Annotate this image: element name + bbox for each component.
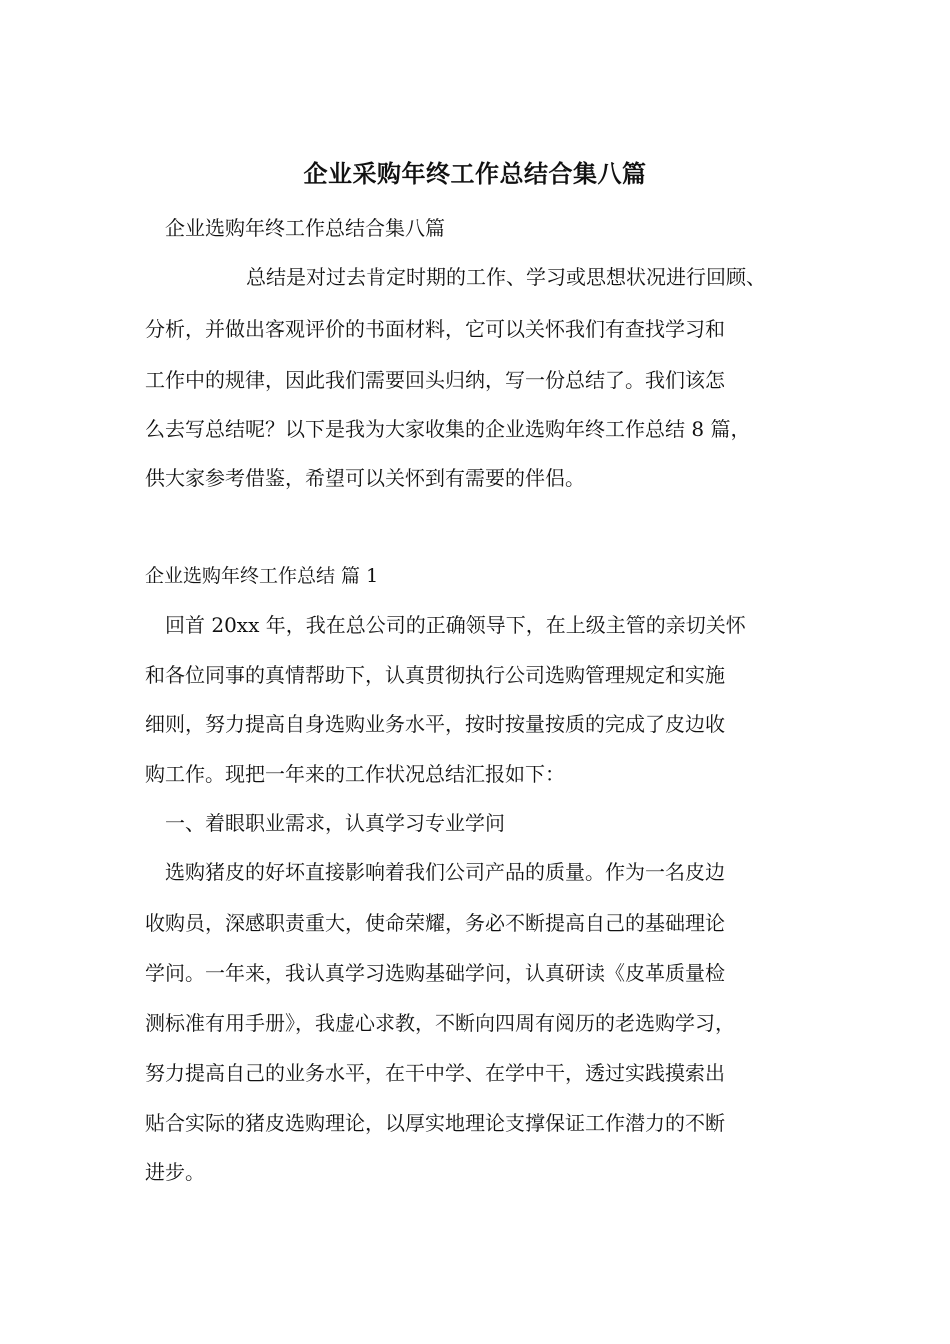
intro-line-4: 么去写总结呢？以下是我为大家收集的企业选购年终工作总结 8 篇， <box>145 417 751 441</box>
intro-line-1: 总结是对过去肯定时期的工作、学习或思想状况进行回顾、 <box>246 265 766 289</box>
para1-line-1: 回首 20xx 年，我在总公司的正确领导下，在上级主管的亲切关怀 <box>165 613 746 637</box>
para2-line-2: 收购员，深感职责重大，使命荣耀，务必不断提高自己的基础理论 <box>145 911 725 935</box>
para2-line-5: 努力提高自己的业务水平，在干中学、在学中干，透过实践摸索出 <box>145 1061 725 1085</box>
para2-line-4: 测标准有用手册》，我虚心求教，不断向四周有阅历的老选购学习， <box>145 1011 735 1035</box>
para1-line-3: 细则，努力提高自身选购业务水平，按时按量按质的完成了皮边收 <box>145 712 725 736</box>
para2-line-3: 学问。一年来，我认真学习选购基础学问，认真研读《皮革质量检 <box>145 961 725 985</box>
intro-line-3: 工作中的规律，因此我们需要回头归纳，写一份总结了。我们该怎 <box>145 368 725 392</box>
para2-line-6: 贴合实际的猪皮选购理论，以厚实地理论支撑保证工作潜力的不断 <box>145 1111 725 1135</box>
intro-line-5: 供大家参考借鉴，希望可以关怀到有需要的伴侣。 <box>145 466 585 490</box>
para2-line-1: 选购猪皮的好坏直接影响着我们公司产品的质量。作为一名皮边 <box>165 860 725 884</box>
para1-line-2: 和各位同事的真情帮助下，认真贯彻执行公司选购管理规定和实施 <box>145 663 725 687</box>
intro-line-2: 分析，并做出客观评价的书面材料，它可以关怀我们有查找学习和 <box>145 317 725 341</box>
point1-heading: 一、着眼职业需求，认真学习专业学问 <box>165 811 505 835</box>
document-subtitle: 企业选购年终工作总结合集八篇 <box>165 216 445 240</box>
para1-line-4: 购工作。现把一年来的工作状况总结汇报如下： <box>145 762 565 786</box>
para2-line-7: 进步。 <box>145 1160 205 1184</box>
document-title: 企业采购年终工作总结合集八篇 <box>303 160 647 188</box>
section-heading: 企业选购年终工作总结 篇 1 <box>145 565 379 587</box>
